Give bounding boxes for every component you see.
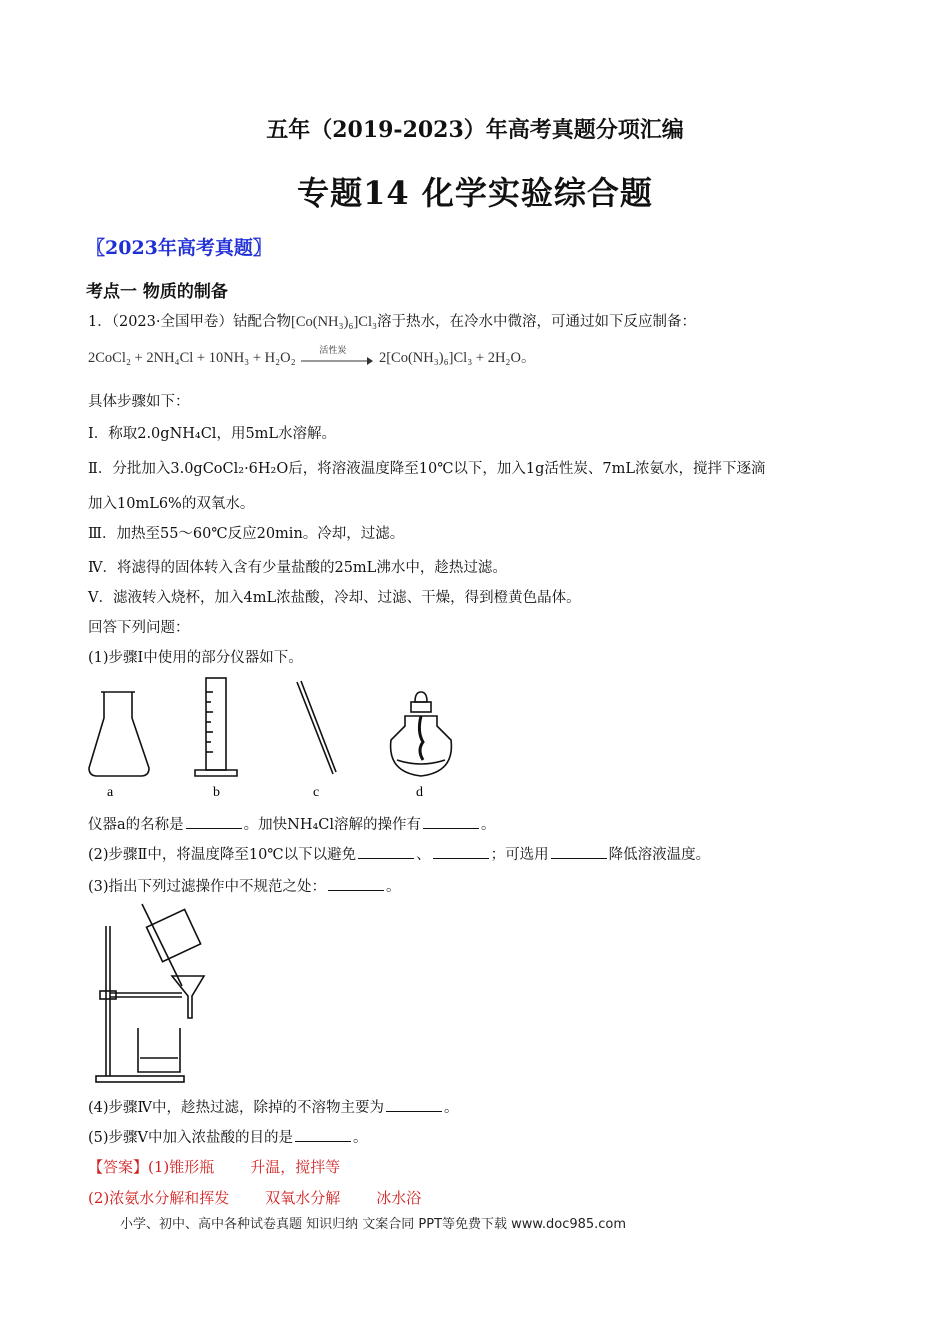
reaction-equation: 2CoCl₂ + 2NH₄Cl + 10NH₃ + H₂O₂ 活性炭 2[Co(NH₃)₆]Cl₃ + 2H₂O。 bbox=[88, 344, 536, 366]
step-2a: Ⅱ．分批加入3.0gCoCl₂·6H₂O后，将溶液温度降至10℃以下，加入1g活性炭、7mL浓氨水，搅拌下逐滴 bbox=[88, 461, 766, 477]
label-a: a bbox=[107, 785, 114, 800]
part-2: (2)步骤Ⅱ中，将温度降至10℃以下以避免 、 ；可选用 降低溶液温度。 bbox=[88, 847, 711, 863]
answer-blank bbox=[328, 889, 384, 891]
answer-blank bbox=[295, 1140, 351, 1142]
doc-subtitle: 专题14 化学实验综合题 bbox=[297, 174, 653, 212]
answer-prompt: 回答下列问题： bbox=[88, 620, 190, 636]
conical-flask-icon bbox=[89, 692, 149, 776]
footer-text: 小学、初中、高中各种试卷真题 知识归纳 文案合同 PPT等免费下载 www.doc985.com bbox=[120, 1217, 627, 1232]
label-b: b bbox=[213, 785, 220, 800]
answer-line-1: 【答案】(1)锥形瓶 升温，搅拌等 bbox=[88, 1158, 341, 1176]
answer-line-2: (2)浓氨水分解和挥发 双氧水分解 冰水浴 bbox=[88, 1189, 422, 1207]
part-3: (3)指出下列过滤操作中不规范之处： 。 bbox=[88, 879, 401, 895]
step-3: Ⅲ．加热至55～60℃反应20min。冷却，过滤。 bbox=[88, 526, 405, 542]
label-c: c bbox=[313, 785, 320, 800]
answer-blank bbox=[551, 857, 607, 859]
step-5: Ⅴ．滤液转入烧杯，加入4mL浓盐酸，冷却、过滤、干燥，得到橙黄色晶体。 bbox=[88, 590, 581, 606]
part-1: (1)步骤Ⅰ中使用的部分仪器如下。 bbox=[88, 650, 303, 666]
part-1-question: 仪器a的名称是 。加快NH₄Cl溶解的操作有 。 bbox=[88, 817, 496, 833]
step-2b: 加入10mL6%的双氧水。 bbox=[88, 496, 255, 512]
doc-title: 五年（2019-2023）年高考真题分项汇编 bbox=[266, 117, 684, 143]
catalyst-label: 活性炭 bbox=[319, 344, 347, 355]
glass-rod-icon bbox=[297, 681, 336, 774]
filtration-figure bbox=[92, 900, 232, 1086]
step-1: Ⅰ．称取2.0gNH₄Cl，用5mL水溶解。 bbox=[88, 426, 337, 442]
answer-blank bbox=[423, 827, 479, 829]
reaction-arrow-icon bbox=[301, 354, 373, 368]
answer-blank bbox=[186, 827, 242, 829]
label-d: d bbox=[416, 785, 423, 800]
q1-intro: 1．（2023·全国甲卷）钴配合物[Co(NH₃)₆]Cl₃溶于热水，在冷水中微溶，可通过如下反应制备： bbox=[88, 314, 697, 330]
steps-title: 具体步骤如下： bbox=[88, 394, 190, 410]
step-4: Ⅳ．将滤得的固体转入含有少量盐酸的25mL沸水中，趁热过滤。 bbox=[88, 560, 507, 576]
stand-base-icon bbox=[96, 1076, 184, 1082]
answer-blank bbox=[386, 1110, 442, 1112]
answer-blank bbox=[433, 857, 489, 859]
answer-blank bbox=[358, 857, 414, 859]
instruments-figure bbox=[85, 672, 455, 804]
pouring-beaker-icon bbox=[147, 909, 201, 961]
receiving-beaker-icon bbox=[138, 1028, 180, 1072]
graduated-cylinder-icon bbox=[195, 678, 237, 776]
section-heading: 〖2023年高考真题〗 bbox=[86, 237, 272, 259]
alcohol-lamp-icon bbox=[391, 692, 452, 776]
part-4: (4)步骤Ⅳ中，趁热过滤，除掉的不溶物主要为 。 bbox=[88, 1100, 459, 1116]
part-5: (5)步骤Ⅴ中加入浓盐酸的目的是 。 bbox=[88, 1130, 368, 1146]
kaodian-heading: 考点一 物质的制备 bbox=[86, 282, 228, 302]
